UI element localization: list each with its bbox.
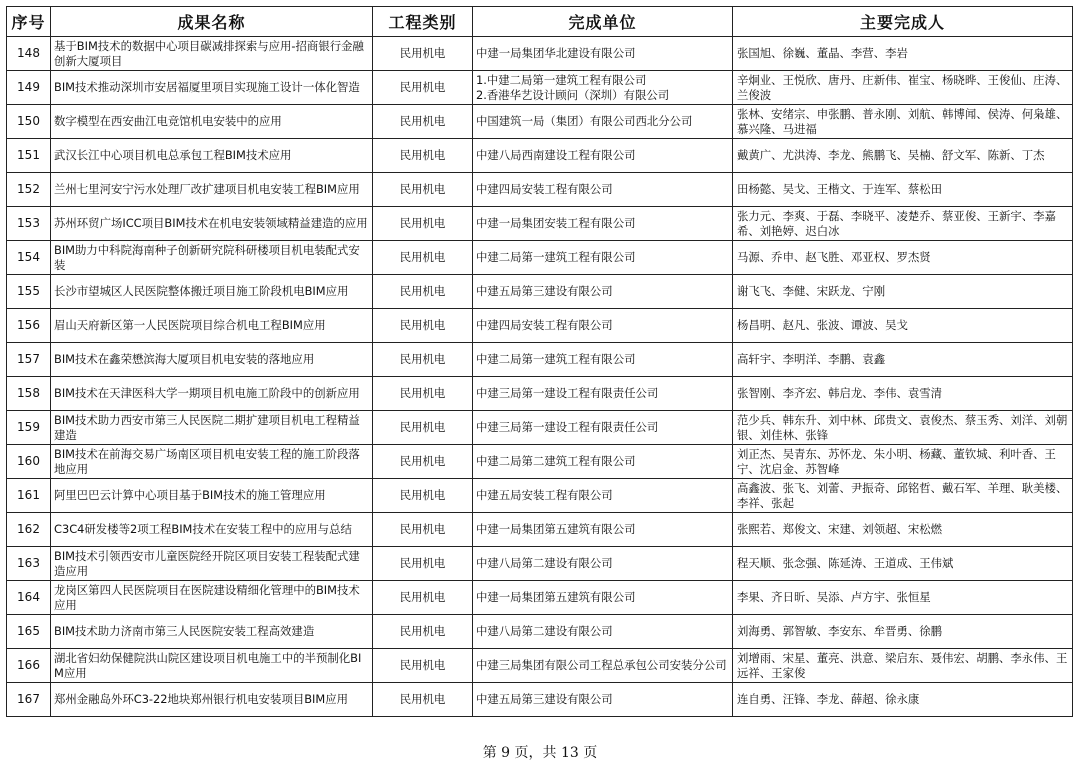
cell-unit-text: 中建二局第二建筑工程有限公司 <box>476 454 636 468</box>
cell-unit-text: 中建五局第三建设有限公司 <box>476 284 613 298</box>
cell-category-text: 民用机电 <box>399 352 446 366</box>
cell-unit-text: 中建五局安装工程有限公司 <box>476 488 613 502</box>
cell-unit-text: 中国建筑一局（集团）有限公司西北分公司 <box>476 114 693 128</box>
cell-category <box>373 241 473 275</box>
cell-no-text: 162 <box>17 522 40 536</box>
cell-title <box>51 513 373 547</box>
header-category: 工程类别 <box>373 7 473 37</box>
cell-people-text: 高轩宇、李明洋、李鹏、袁鑫 <box>737 352 886 366</box>
cell-unit <box>473 683 733 717</box>
cell-category <box>373 581 473 615</box>
cell-people <box>733 343 1073 377</box>
cell-no <box>7 615 51 649</box>
cell-title-text: 苏州环贸广场ICC项目BIM技术在机电安装领域精益建造的应用 <box>54 216 368 230</box>
cell-no <box>7 479 51 513</box>
cell-no <box>7 241 51 275</box>
cell-unit <box>473 105 733 139</box>
cell-title <box>51 445 373 479</box>
cell-title-text: 龙岗区第四人民医院项目在医院建设精细化管理中的BIM技术应用 <box>54 582 360 612</box>
table-row <box>7 581 1073 615</box>
cell-title <box>51 105 373 139</box>
cell-people-text: 高鑫波、张飞、刘蕾、尹振奇、邱铭哲、戴石军、羊理、耿美楼、李祥、张起 <box>737 480 1068 510</box>
cell-unit-text: 中建三局集团有限公司工程总承包公司安装分公司 <box>476 658 727 672</box>
cell-unit <box>473 241 733 275</box>
cell-no-text: 161 <box>17 488 40 502</box>
cell-category-text: 民用机电 <box>399 284 446 298</box>
cell-title <box>51 479 373 513</box>
cell-category <box>373 207 473 241</box>
cell-no <box>7 139 51 173</box>
cell-category <box>373 479 473 513</box>
cell-unit <box>473 275 733 309</box>
cell-people-text: 马源、乔申、赵飞胜、邓亚权、罗杰贤 <box>737 250 931 264</box>
cell-category-text: 民用机电 <box>399 46 446 60</box>
cell-no <box>7 343 51 377</box>
cell-no-text: 160 <box>17 454 40 468</box>
table-row <box>7 309 1073 343</box>
cell-people <box>733 479 1073 513</box>
cell-unit <box>473 71 733 105</box>
cell-category-text: 民用机电 <box>399 420 446 434</box>
table-row <box>7 71 1073 105</box>
table-row <box>7 207 1073 241</box>
cell-category-text: 民用机电 <box>399 590 446 604</box>
cell-people-text: 张力元、李爽、于磊、李晓平、凌楚乔、蔡亚俊、王新宇、李嘉希、刘艳婷、迟白冰 <box>737 208 1056 238</box>
cell-unit-text: 中建四局安装工程有限公司 <box>476 182 613 196</box>
cell-no <box>7 275 51 309</box>
cell-unit <box>473 139 733 173</box>
cell-people-text: 戴黄广、尤洪涛、李龙、熊鹏飞、吴楠、舒文军、陈新、丁杰 <box>737 148 1045 162</box>
cell-category <box>373 513 473 547</box>
cell-title-text: 郑州金融岛外环C3-22地块郑州银行机电安装项目BIM应用 <box>54 692 349 706</box>
cell-no <box>7 309 51 343</box>
cell-category-text: 民用机电 <box>399 216 446 230</box>
cell-people <box>733 139 1073 173</box>
cell-category <box>373 139 473 173</box>
cell-title <box>51 275 373 309</box>
cell-people <box>733 445 1073 479</box>
header-no: 序号 <box>7 7 51 37</box>
cell-title <box>51 343 373 377</box>
cell-people-text: 张国旭、徐巍、董晶、李营、李岩 <box>737 46 908 60</box>
cell-no-text: 148 <box>17 46 40 60</box>
cell-title <box>51 615 373 649</box>
cell-title-text: 湖北省妇幼保健院洪山院区建设项目机电施工中的半预制化BIM应用 <box>54 650 362 680</box>
cell-unit <box>473 513 733 547</box>
cell-title-text: BIM技术在天津医科大学一期项目机电施工阶段中的创新应用 <box>54 386 360 400</box>
cell-category <box>373 377 473 411</box>
cell-title-text: 阿里巴巴云计算中心项目基于BIM技术的施工管理应用 <box>54 488 326 502</box>
cell-category <box>373 683 473 717</box>
cell-no-text: 153 <box>17 216 40 230</box>
cell-people <box>733 547 1073 581</box>
cell-people-text: 辛炯业、王悦欣、唐丹、庄新伟、崔宝、杨晓晔、王俊仙、庄涛、兰俊波 <box>737 72 1068 102</box>
cell-no-text: 163 <box>17 556 40 570</box>
cell-people-text: 范少兵、韩东升、刘中林、邱贵文、袁俊杰、蔡玉秀、刘洋、刘朝银、刘佳林、张锋 <box>737 412 1068 442</box>
cell-unit <box>473 207 733 241</box>
cell-people-text: 杨昌明、赵凡、张波、谭波、吴戈 <box>737 318 908 332</box>
cell-no-text: 151 <box>17 148 40 162</box>
cell-category <box>373 173 473 207</box>
cell-title-text: BIM技术在鑫荣懋滨海大厦项目机电安装的落地应用 <box>54 352 315 366</box>
cell-unit <box>473 649 733 683</box>
table-row <box>7 139 1073 173</box>
cell-unit-text: 中建八局西南建设工程有限公司 <box>476 148 636 162</box>
cell-people <box>733 615 1073 649</box>
cell-unit-text: 中建一局集团安装工程有限公司 <box>476 216 636 230</box>
cell-no-text: 152 <box>17 182 40 196</box>
cell-people-text: 谢飞飞、李健、宋跃龙、宁刚 <box>737 284 886 298</box>
cell-no-text: 164 <box>17 590 40 604</box>
cell-people <box>733 581 1073 615</box>
table-header-row <box>7 7 1073 37</box>
cell-title <box>51 683 373 717</box>
table-row <box>7 377 1073 411</box>
cell-title <box>51 649 373 683</box>
cell-people-text: 田杨懿、吴戈、王楷文、于连军、蔡松田 <box>737 182 943 196</box>
cell-title <box>51 411 373 445</box>
cell-unit <box>473 479 733 513</box>
cell-title <box>51 377 373 411</box>
cell-unit-text: 中建三局第一建设工程有限责任公司 <box>476 386 659 400</box>
cell-title-text: 眉山天府新区第一人民医院项目综合机电工程BIM应用 <box>54 318 326 332</box>
cell-category <box>373 309 473 343</box>
cell-no-text: 159 <box>17 420 40 434</box>
table-row <box>7 547 1073 581</box>
cell-people-text: 连自勇、汪锋、李龙、薛超、徐永康 <box>737 692 920 706</box>
table-row <box>7 411 1073 445</box>
cell-unit-text: 中建八局第二建设有限公司 <box>476 556 613 570</box>
cell-category <box>373 343 473 377</box>
table-row <box>7 615 1073 649</box>
cell-no <box>7 445 51 479</box>
cell-title-text: BIM技术引领西安市儿童医院经开院区项目安装工程装配式建造应用 <box>54 548 360 578</box>
cell-category-text: 民用机电 <box>399 386 446 400</box>
cell-title-text: BIM技术推动深圳市安居福厦里项目实现施工设计一体化智造 <box>54 80 360 94</box>
table-row <box>7 105 1073 139</box>
cell-people <box>733 649 1073 683</box>
cell-title-text: BIM技术在前海交易广场南区项目机电安装工程的施工阶段落地应用 <box>54 446 360 476</box>
cell-no <box>7 547 51 581</box>
cell-unit-text: 中建四局安装工程有限公司 <box>476 318 613 332</box>
cell-category <box>373 547 473 581</box>
cell-title <box>51 207 373 241</box>
cell-title-text: 数字模型在西安曲江电竞馆机电安装中的应用 <box>54 114 282 128</box>
cell-people <box>733 309 1073 343</box>
cell-category-text: 民用机电 <box>399 454 446 468</box>
cell-people <box>733 241 1073 275</box>
cell-category <box>373 105 473 139</box>
cell-unit-text: 中建八局第二建设有限公司 <box>476 624 613 638</box>
cell-unit <box>473 37 733 71</box>
cell-no-text: 158 <box>17 386 40 400</box>
cell-category-text: 民用机电 <box>399 624 446 638</box>
cell-category <box>373 445 473 479</box>
cell-people <box>733 513 1073 547</box>
cell-no-text: 166 <box>17 658 40 672</box>
cell-no-text: 157 <box>17 352 40 366</box>
achievement-table <box>6 6 1073 717</box>
cell-category-text: 民用机电 <box>399 556 446 570</box>
cell-no <box>7 581 51 615</box>
cell-no <box>7 37 51 71</box>
cell-title-text: 基于BIM技术的数据中心项目碳减排探索与应用-招商银行金融创新大厦项目 <box>54 38 364 68</box>
cell-unit-text: 中建二局第一建筑工程有限公司 <box>476 352 636 366</box>
cell-title-text: 兰州七里河安宁污水处理厂改扩建项目机电安装工程BIM应用 <box>54 182 360 196</box>
cell-title <box>51 139 373 173</box>
cell-category-text: 民用机电 <box>399 488 446 502</box>
cell-unit-text: 中建五局第三建设有限公司 <box>476 692 613 706</box>
cell-title <box>51 309 373 343</box>
cell-category-text: 民用机电 <box>399 692 446 706</box>
table-row <box>7 37 1073 71</box>
cell-people <box>733 71 1073 105</box>
cell-unit <box>473 309 733 343</box>
cell-no <box>7 649 51 683</box>
cell-unit-text: 中建一局集团第五建筑有限公司 <box>476 590 636 604</box>
cell-no <box>7 173 51 207</box>
cell-no-text: 149 <box>17 80 40 94</box>
table-row <box>7 513 1073 547</box>
cell-no <box>7 683 51 717</box>
cell-people <box>733 173 1073 207</box>
page-footer: 第 9 页，共 13 页 <box>482 745 598 761</box>
cell-category-text: 民用机电 <box>399 80 446 94</box>
cell-category <box>373 615 473 649</box>
cell-people-text: 刘海勇、郭智敏、李安东、牟晋勇、徐鹏 <box>737 624 943 638</box>
header-people: 主要完成人 <box>733 7 1073 37</box>
cell-people <box>733 411 1073 445</box>
cell-unit <box>473 615 733 649</box>
table-row <box>7 173 1073 207</box>
cell-no <box>7 513 51 547</box>
header-title: 成果名称 <box>51 7 373 37</box>
cell-no <box>7 411 51 445</box>
cell-people <box>733 275 1073 309</box>
cell-people-text: 李果、齐日昕、吴添、卢方宇、张恒星 <box>737 590 931 604</box>
cell-no <box>7 377 51 411</box>
cell-title-text: BIM技术助力西安市第三人民医院二期扩建项目机电工程精益建造 <box>54 412 360 442</box>
table-row <box>7 683 1073 717</box>
cell-people <box>733 37 1073 71</box>
cell-unit-text: 1.中建二局第一建筑工程有限公司 2.香港华艺设计顾问（深圳）有限公司 <box>476 72 670 102</box>
cell-no-text: 167 <box>17 692 40 706</box>
cell-no-text: 156 <box>17 318 40 332</box>
header-unit: 完成单位 <box>473 7 733 37</box>
cell-category-text: 民用机电 <box>399 250 446 264</box>
cell-category-text: 民用机电 <box>399 182 446 196</box>
cell-people-text: 刘增雨、宋星、董亮、洪意、梁启东、聂伟宏、胡鹏、李永伟、王远祥、王家俊 <box>737 650 1068 680</box>
cell-title-text: BIM助力中科院海南种子创新研究院科研楼项目机电装配式安装 <box>54 242 360 272</box>
table-row <box>7 649 1073 683</box>
cell-category-text: 民用机电 <box>399 318 446 332</box>
cell-no-text: 165 <box>17 624 40 638</box>
achievement-table-sheet <box>6 6 1072 717</box>
cell-no-text: 155 <box>17 284 40 298</box>
cell-unit <box>473 377 733 411</box>
cell-category <box>373 37 473 71</box>
cell-category <box>373 275 473 309</box>
cell-no-text: 150 <box>17 114 40 128</box>
cell-people-text: 张林、安绪宗、申张鹏、普永刚、刘航、韩博闻、侯涛、何枭雄、慕兴隆、马进福 <box>737 106 1068 136</box>
cell-people-text: 程天顺、张念强、陈延涛、王道成、王伟斌 <box>737 556 954 570</box>
cell-title <box>51 547 373 581</box>
cell-people <box>733 683 1073 717</box>
cell-title <box>51 581 373 615</box>
cell-title <box>51 37 373 71</box>
cell-title <box>51 71 373 105</box>
cell-title-text: 武汉长江中心项目机电总承包工程BIM技术应用 <box>54 148 292 162</box>
cell-title-text: C3C4研发楼等2项工程BIM技术在安装工程中的应用与总结 <box>54 522 352 536</box>
cell-title <box>51 173 373 207</box>
cell-unit-text: 中建一局集团第五建筑有限公司 <box>476 522 636 536</box>
cell-title-text: 长沙市望城区人民医院整体搬迁项目施工阶段机电BIM应用 <box>54 284 349 298</box>
cell-unit <box>473 173 733 207</box>
cell-category-text: 民用机电 <box>399 114 446 128</box>
cell-title-text: BIM技术助力济南市第三人民医院安装工程高效建造 <box>54 624 315 638</box>
cell-no <box>7 71 51 105</box>
table-row <box>7 479 1073 513</box>
table-row <box>7 241 1073 275</box>
table-row <box>7 343 1073 377</box>
cell-people <box>733 105 1073 139</box>
cell-unit-text: 中建二局第一建筑工程有限公司 <box>476 250 636 264</box>
cell-people-text: 刘正杰、吴青东、苏怀龙、朱小明、杨藏、董钦城、利叶香、王宁、沈启金、苏智峰 <box>737 446 1056 476</box>
cell-people-text: 张熙若、郑俊文、宋建、刘领超、宋松燃 <box>737 522 943 536</box>
cell-people <box>733 377 1073 411</box>
cell-category-text: 民用机电 <box>399 148 446 162</box>
cell-unit <box>473 581 733 615</box>
table-body <box>7 37 1073 717</box>
cell-no <box>7 207 51 241</box>
cell-category <box>373 649 473 683</box>
cell-unit-text: 中建一局集团华北建设有限公司 <box>476 46 636 60</box>
cell-people <box>733 207 1073 241</box>
table-row <box>7 275 1073 309</box>
cell-unit <box>473 547 733 581</box>
cell-no <box>7 105 51 139</box>
cell-category <box>373 71 473 105</box>
cell-no-text: 154 <box>17 250 40 264</box>
cell-category-text: 民用机电 <box>399 658 446 672</box>
cell-category <box>373 411 473 445</box>
table-row <box>7 445 1073 479</box>
cell-unit <box>473 343 733 377</box>
cell-unit-text: 中建三局第一建设工程有限责任公司 <box>476 420 659 434</box>
cell-unit <box>473 411 733 445</box>
cell-category-text: 民用机电 <box>399 522 446 536</box>
cell-people-text: 张智刚、李齐宏、韩启龙、李伟、袁雪清 <box>737 386 943 400</box>
cell-title <box>51 241 373 275</box>
cell-unit <box>473 445 733 479</box>
